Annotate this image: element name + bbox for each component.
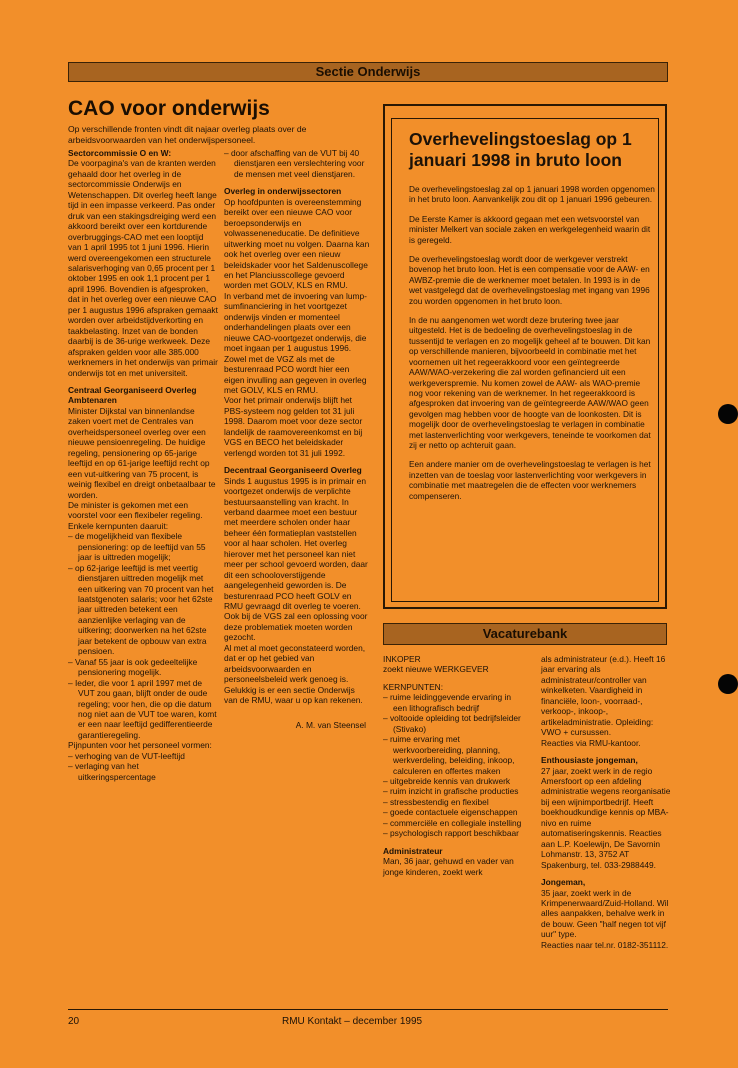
list-item: – goede contactuele eigenschappen [383, 807, 518, 818]
list-item: – voltooide opleiding tot bedrijfsleider (Stivako) [383, 713, 521, 734]
paragraph: 27 jaar, zoekt werk in de regio Amersfoort op een afdeling administratie wegens reorganisatie bij een wijnimportbedrijf. Heeft boekhoudkundige kennis op MBA-nivo en ruime automatiseringskennis. Reacties aan L.P. Koelewijn, De Savornin Lohmanstr. 13, 3752 AT Spakenburg, tel. 033-2988449. [541, 765, 671, 870]
paragraph: In verband met de invoering van lump-sumfinanciering in het voortgezet onderwijs vinden er momenteel onderhandelingen plaats over een nieuwe CAO-voortgezet onderwijs, die moet ingaan per 1 augustus 1996. Zowel met de VGZ als met de besturenraad PCO wordt hier een eigen invulling aan gegeven in overleg met GOLV, KLS en RMU. [224, 290, 367, 395]
vacatures-column-1 [383, 654, 523, 877]
author: A. M. van Steensel [295, 719, 366, 730]
list-item: – op 62-jarige leeftijd is met veertig dienstjaren uittreden mogelijk met een uitkering van 70 procent van het laatstgenoten salaris; voor het 62ste jaar uittreden betekent een aanzienlijke verlaging van de uitkering; doorwerken na het 62ste jaar betekent de opbouw van extra pensioen. [68, 562, 214, 657]
list-item: – Ieder, die voor 1 april 1997 met de VUT zou gaan, blijft onder de oude regeling; voor hen, die op die datum nog niet aan de VUT toe waren, komt er een naar leeftijd gedifferentieerde garantieregeling. [68, 677, 217, 740]
subheading: Overleg in onderwijssectoren [224, 186, 342, 197]
page-number: 20 [68, 1016, 80, 1027]
vacaturebank-header: Vacaturebank [383, 623, 667, 645]
subheading: Enthousiaste jongeman, [541, 755, 638, 766]
footer-rule [68, 1009, 668, 1010]
paragraph: 35 jaar, zoekt werk in de Krimpenerwaard/Zuid-Holland. Wil alles aanpakken, behalve werk in de bouw. Geen "half negen tot vijf uur" type. [541, 887, 669, 940]
paragraph: De voorpagina's van de kranten werden gehaald door het overleg in de sectorcommissie Onderwijs en Wetenschappen. Dit overleg heeft lange tijd in een impasse verkeerd. Pas onder druk van een stakingsdreiging werd een akkoord bereikt over een kortdurende overbruggings-CAO met een looptijd van 1 april 1995 tot 1 juni 1996. Hierin werd overeengekomen een structurele salarisverhoging van 0,65 procent per 1 oktober 1995 en ook 1,1 procent per 1 april 1996. Bovendien is afgesproken, dat in het overleg over een nieuwe CAO per 1 augustus 1996 afspraken gemaakt worden over arbeidstijdverkorting en taakbelasting. Inzet van de bonden daarbij is de 36-urige werkweek. Deze afspraken gelden voor alle 385.000 werknemers in het onderwijs van primair onderwijs tot en met universiteit. [68, 158, 218, 378]
punch-hole [718, 404, 738, 424]
section-header: Sectie Onderwijs [68, 62, 668, 82]
paragraph: Al met al moet geconstateerd worden, dat er op het gebied van arbeidsvoorwaarden en personeelsbeleid werk genoeg is. Gelukkig is er een sectie Onderwijs van de RMU, waar u op kan rekenen. [224, 642, 366, 706]
boxout-title: Overhevelingstoeslag op 1 januari 1998 in bruto loon [409, 129, 632, 170]
paragraph: Reacties naar tel.nr. 0182-351112. [541, 939, 669, 950]
article-title: CAO voor onderwijs [68, 97, 270, 120]
list-item: – commerciële en collegiale instelling [383, 817, 522, 828]
punch-hole [718, 674, 738, 694]
paragraph: De minister is gekomen met een voorstel voor een flexibeler regeling. Enkele kernpunten daaruit: [68, 499, 203, 531]
paragraph: De overhevelingstoeslag zal op 1 januari 1998 worden opgenomen in het bruto loon. Aanvankelijk zou dit op 1 januari 1996 gebeuren. [409, 184, 655, 205]
boxout-body [409, 184, 655, 510]
list-item: – uitgebreide kennis van drukwerk [383, 775, 511, 786]
list-item: – door afschaffing van de VUT bij 40 dienstjaren een verslechtering voor de mensen met veel dienstjaren. [224, 148, 365, 179]
list-item: – stressbestendig en flexibel [383, 796, 489, 807]
paragraph: In de nu aangenomen wet wordt deze brutering twee jaar uitgesteld. Het is de bedoeling de overhevelingstoeslag in de tussentijd te verlagen en zo mogelijk geheel af te bouwen. Dit kan op verschillende manieren, bijvoorbeeld in combinatie met het voornemen uit het regeerakkoord voor een geïntegreerde AAW/WAO-verzekering die zal worden gefinancierd uit een werkgeverspremie. Nu komen zowel de AAW- als WAO-premie nog voor rekening van de werknemer. In het regeerakkoord is afgesproken dat invoering van de geïntegreerde AAW/WAO geen gevolgen mag hebben voor de hoogte van de loonkosten. Dit is mogelijk door de overhevelingstoeslag te verlagen in combinatie met lastenverlichting voor werkgevers, teneinde te voorkomen dat zij er netto op achteruit gaan. [409, 315, 651, 450]
paragraph: Pijnpunten voor het personeel vormen: [68, 740, 212, 751]
subheading: Decentraal Georganiseerd Overleg [224, 465, 362, 476]
paragraph: Een andere manier om de overhevelingstoeslag te verlagen is het inzetten van de toeslag voor lastenverlichting voor werkgevers in combinatie met maatregelen die de effecten voor werknemers compenseren. [409, 459, 651, 501]
subheading: Jongeman, [541, 877, 586, 888]
subheading: KERNPUNTEN: [383, 681, 444, 692]
paragraph: De Eerste Kamer is akkoord gegaan met een wetsvoorstel van minister Melkert van sociale zaken en werkgelegenheid waarin dit is geregeld. [409, 213, 651, 245]
paragraph: als administrateur (e.d.). Heeft 16 jaar ervaring als administrateur/controller van winkelketen. Vaardigheid in financiële, loon-, voorraad-, verkoop-, inkoop-, artikeladministratie. Opleiding: VWO + cursussen. [541, 654, 666, 738]
list-item: – verhoging van de VUT-leeftijd [68, 750, 185, 761]
paragraph: Reacties via RMU-kantoor. [541, 737, 641, 748]
paragraph: Man, 36 jaar, gehuwd en vader van jonge kinderen, zoekt werk [383, 856, 514, 877]
article-intro: Op verschillende fronten vindt dit najaar overleg plaats over de arbeidsvoorwaarden van het onderwijspersoneel. [68, 124, 307, 145]
footer-text: RMU Kontakt – december 1995 [282, 1016, 423, 1027]
list-item: – ruim inzicht in grafische producties [383, 786, 519, 797]
paragraph: De overhevelingstoeslag wordt door de werkgever verstrekt bovenop het bruto loon. Het is een compensatie voor de AAW- en AWBZ-premie die de werknemer moet betalen. In 1993 is in de wet vastgelegd dat de overhevelingstoeslag met ingang van 1996 zou worden opgenomen in het bruto loon. [409, 254, 650, 306]
paragraph: Voor het primair onderwijs blijft het PBS-systeem nog gelden tot 31 juli 1998. Daarom moet voor deze sector landelijk de raamovereenkomst en bij VGS en BECO het beleidskader verlengd worden tot 31 juli 1992. [224, 395, 363, 458]
subheading: Sectorcommissie O en W: [68, 148, 172, 158]
paragraph: Sinds 1 augustus 1995 is in primair en voortgezet onderwijs de verplichte bestuursaanstelling van kracht. In verband daarmee moet een bestuur met meerdere scholen onder haar beheer één formatieplan vaststellen voor al haar scholen. Het overleg hierover met het personeel kan niet meer per school gevoerd worden, daar dit een schooloverstijgende aangelegenheid geworden is. De besturenraad PCO heeft GOLV en RMU gevraagd dit overleg te voeren. Ook bij de VGS zal een oplossing voor deze problematiek moeten worden gezocht. [224, 475, 368, 643]
paragraph: zoekt nieuwe WERKGEVER [383, 664, 489, 675]
subheading: INKOPER [383, 654, 421, 664]
list-item: – ruime leidinggevende ervaring in een lithografisch bedrijf [383, 692, 512, 713]
list-item: – de mogelijkheid van flexibele pensionering: op de leeftijd van 55 jaar is uittreden mogelijk; [68, 531, 206, 563]
vacatures-column-2 [541, 654, 671, 950]
article-column-1 [68, 148, 218, 782]
list-item: – verlaging van het uitkeringspercentage [68, 761, 156, 782]
paragraph: Minister Dijkstal van binnenlandse zaken voert met de Centrales van overheidspersoneel overleg over een nieuwe pensioenregeling. De huidige regeling, pensionering op 65-jarige leeftijd en op 61-jarige leeftijd recht op een vut-uitkering van 75 procent, is weinig flexibel en dreigt onbetaalbaar te worden. [68, 405, 216, 500]
paragraph: Op hoofdpunten is overeenstemming bereikt over een nieuwe CAO voor beroepsonderwijs en volwasseneneducatie. De definitieve uitwerking moet nu volgen. Daarna kan ook het overleg over een nieuw beleidskader voor het Saldenuscollege en het Planciusscollege gevoerd worden met GOLV, KLS en RMU. [224, 196, 370, 291]
subheading: Centraal Georganiseerd Overleg Ambtenaren [68, 384, 197, 406]
list-item: – ruime ervaring met werkvoorbereiding, planning, werkverdeling, beleiding, inkoop, calculeren en offertes maken [383, 734, 515, 776]
list-item: – psychologisch rapport beschikbaar [383, 828, 519, 839]
list-item: – Vanaf 55 jaar is ook gedeeltelijke pensionering mogelijk. [68, 656, 198, 678]
article-column-2 [224, 148, 370, 730]
subheading: Administrateur [383, 845, 443, 856]
